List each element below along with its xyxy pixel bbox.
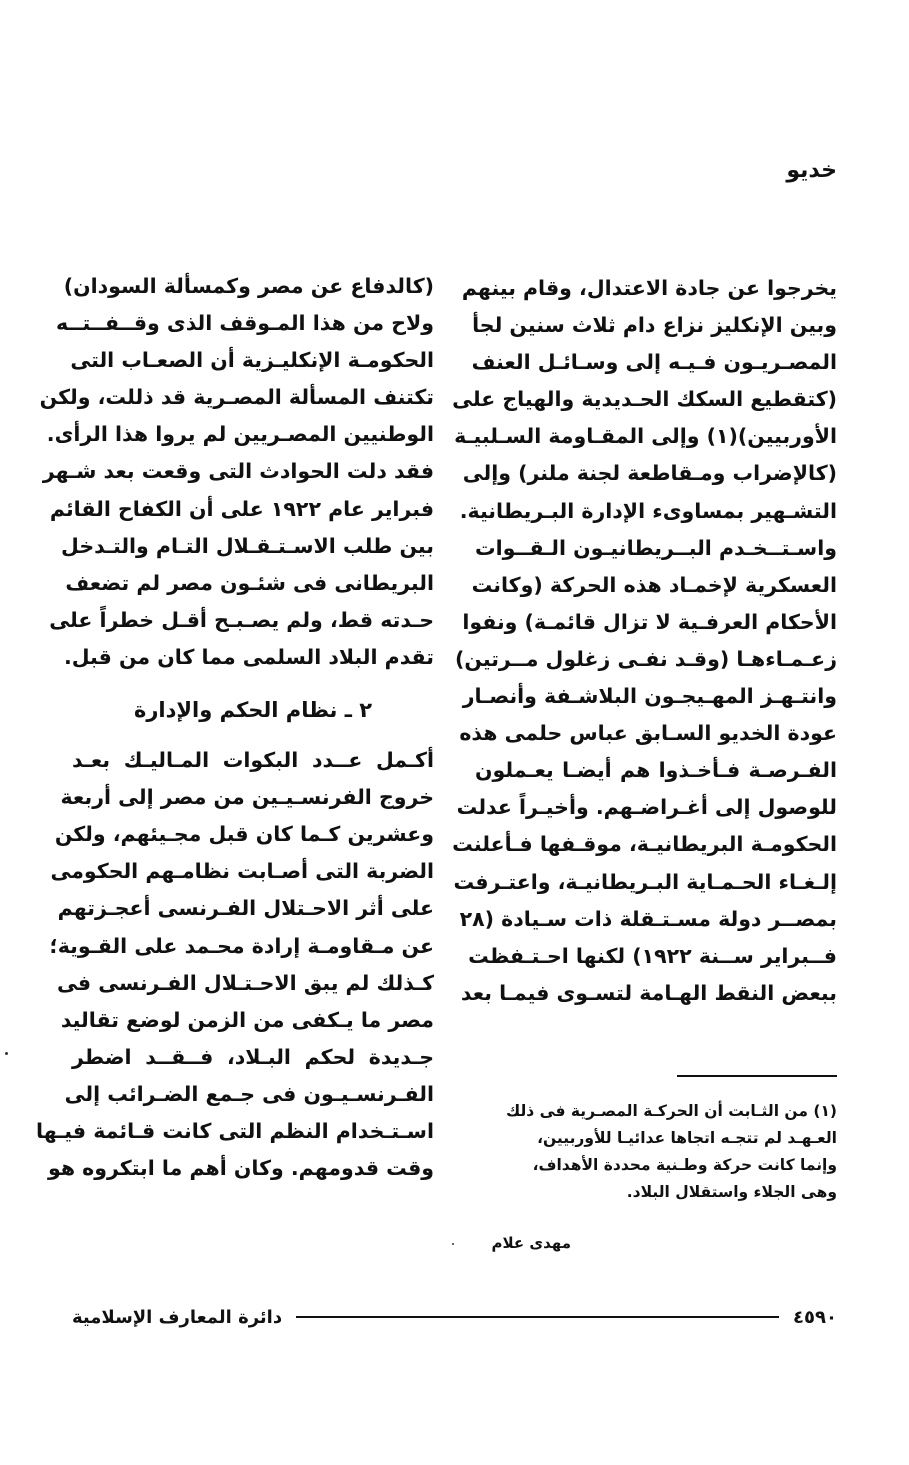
text-line: واسـتــخـدم البــريطانيـون الـقــوات — [475, 535, 837, 560]
footnote-divider — [677, 1075, 837, 1077]
text-line: إلـغـاء الحـمـاية البـريطانيـة، واعتـرفت — [453, 869, 837, 894]
text-line: (كالإضراب ومـقاطعة لجنة ملنر) وإلى — [462, 461, 837, 486]
text-line: للوصول إلى أغـراضـهم. وأخيـراً عدلت — [456, 795, 837, 820]
text-line: (كالدفاع عن مصر وكمسألة السودان) — [63, 274, 434, 298]
text-line: العسكرية لإخمـاد هذه الحركة (وكانت — [471, 572, 837, 597]
text-line: وعشرين كـما كان قبل مجـيئهم، ولكن — [54, 822, 434, 847]
text-line: (كتقطيع السكك الحـديدية والهياج على — [452, 387, 837, 412]
running-header: خديو — [786, 158, 837, 183]
footnote-line: وإنما كانت حركة وطـنية محددة الأهداف، — [532, 1156, 837, 1174]
publication-title: دائرة المعارف الإسلامية — [72, 1306, 283, 1328]
footnote-line: (١) من الثـابت أن الحركـة المصـرية فى ذلك — [506, 1102, 837, 1120]
text-line: خروج الفرنسـيـين من مصر إلى أربعة — [60, 785, 434, 810]
right-column — [452, 270, 837, 1012]
text-line: تقدم البلاد السلمى مما كان من قبل. — [63, 644, 434, 669]
text-line: زعـمـاءهـا (وقـد نفـى زغلول مــرتين) — [455, 646, 837, 671]
text-line: عودة الخديو السـابق عباس حلمى هذه — [459, 721, 837, 746]
text-line: فبراير عام ١٩٢٢ على أن الكفاح القائم — [49, 496, 434, 521]
text-line: عن مـقاومـة إرادة محـمد على القـوية؛ — [49, 933, 434, 958]
text-line: يخرجوا عن جادة الاعتدال، وقام بينهم — [461, 276, 837, 300]
footnote-author: مهدى علام — [491, 1234, 571, 1252]
text-line: ولاح من هذا المـوقف الذى وقــفــتــه — [56, 311, 434, 336]
text-line: حـدته قط، ولم يصـبـح أقـل خطراً على — [49, 607, 434, 632]
text-line: وبين الإنكليز نزاع دام ثلاث سنين لجأ — [472, 313, 837, 338]
text-line: مصر ما يـكفى من الزمن لوضع تقاليد — [60, 1007, 434, 1032]
footnote-line: العـهـد لم تتجـه اتجاها عدائيـا للأوربيين، — [537, 1129, 837, 1147]
page-footer — [72, 1302, 837, 1332]
text-line: وانتـهـز المهـيجـون البلاشـفة وأنصـار — [462, 684, 837, 709]
left-column-bottom-text — [36, 742, 434, 1187]
text-line: بمصــر دولة مسـتـقلة ذات سـيادة (٢٨ — [459, 906, 837, 931]
scan-speck — [452, 1243, 454, 1245]
text-line: الوطنيين المصـريين لم يروا هذا الرأى. — [46, 422, 434, 447]
text-line: فــبراير ســنة ١٩٢٢) لكنها احـتـفظت — [468, 943, 837, 968]
section-heading: ٢ ـ نظام الحكم والإدارة — [133, 698, 373, 723]
text-line: وقت قدومهم. وكان أهم ما ابتكروه هو — [47, 1156, 434, 1181]
footnote — [475, 1098, 837, 1206]
scan-speck — [5, 1052, 8, 1055]
text-line: التشـهير بمساوىء الإدارة البـريطانية. — [459, 498, 837, 523]
text-line: الأحكام العرفـية لا تزال قائمـة) ونفوا — [462, 609, 837, 634]
left-column — [36, 268, 434, 1187]
text-line: فقد دلت الحوادث التى وقعت بعد شـهر — [42, 459, 434, 484]
text-line: الحكومـة الإنكليـزية أن الصعـاب التى — [70, 348, 434, 373]
text-line: ببعض النقط الهـامة لتسـوى فيمـا بعد — [460, 980, 837, 1005]
text-line: البريطانى فى شئـون مصر لم تضعف — [65, 570, 434, 595]
footnote-line: وهى الجلاء واستقلال البلاد. — [626, 1183, 837, 1201]
text-line: اسـتـخدام النظم التى كانت قـائمة فيـها — [36, 1118, 434, 1143]
text-line: تكتنف المسألة المصـرية قد ذللت، ولكن — [39, 385, 434, 410]
page-number: ٤٥٩٠ — [793, 1306, 837, 1328]
footer-divider — [296, 1316, 779, 1318]
text-line: جـديدة لحكم البـلاد، فــقــد اضطر — [72, 1044, 434, 1069]
text-line: كـذلك لم يبق الاحـتـلال الفـرنسى فى — [56, 970, 434, 995]
text-line: الأوربيين)(١) وإلى المقـاومة السـلبيـة — [454, 424, 837, 449]
left-column-top-text — [39, 268, 434, 676]
text-line: الحكومـة البريطانيـة، موقـفها فـأعلنت — [452, 832, 837, 857]
text-line: المصـريـون فـيـه إلى وسـائـل العنف — [471, 350, 837, 375]
text-line: على أثر الاحـتلال الفـرنسى أعجـزتهم — [57, 896, 434, 921]
text-line: أكـمل عــدد البكوات المـاليـك بعـد — [72, 748, 434, 773]
text-line: الضربة التى أصـابت نظامـهم الحكومى — [50, 859, 434, 884]
text-line: بين طلب الاسـتـقـلال التـام والتـدخل — [61, 533, 434, 558]
text-line: الفـرصـة فـأخـذوا هم أيضـا يعـملون — [475, 758, 837, 783]
text-line: الفـرنسـيـون فى جـمع الضـرائب إلى — [64, 1081, 434, 1106]
